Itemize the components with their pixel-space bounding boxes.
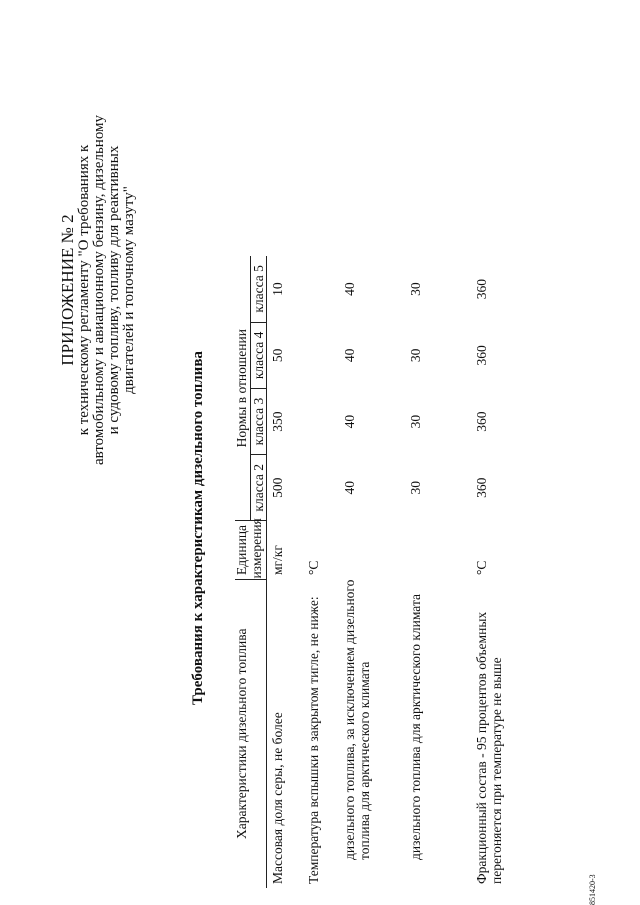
row-value: 360	[474, 477, 489, 498]
row-value: 360	[474, 345, 489, 366]
table-row	[303, 256, 339, 888]
row-unit: °С	[306, 560, 321, 576]
header-class-5: класса 5	[250, 256, 267, 322]
row-value	[303, 322, 339, 388]
row-value: 40	[342, 348, 357, 363]
row-value: 40	[342, 414, 357, 429]
appendix-line-1: к техническому регламенту "О требованиях к	[76, 144, 92, 436]
header-class-4: класса 4	[250, 322, 267, 388]
row-value: 30	[408, 481, 423, 495]
row-value: 360	[474, 279, 489, 300]
header-class-3: класса 3	[250, 388, 267, 454]
header-norms: Нормы в отношении	[235, 256, 250, 521]
row-value: 350	[270, 411, 285, 432]
row-label: Массовая доля серы, не более	[270, 712, 285, 884]
row-value: 40	[342, 282, 357, 296]
row-unit	[405, 521, 471, 579]
table-row	[471, 256, 539, 888]
row-value: 40	[342, 481, 357, 495]
appendix-line-2: автомобильному и авиационному бензину, дизельному	[91, 114, 107, 466]
row-label: дизельного топлива для арктического климата	[408, 594, 423, 860]
row-value: 10	[270, 282, 285, 296]
row-value	[303, 388, 339, 454]
header-characteristic: Характеристики дизельного топлива	[235, 579, 267, 888]
row-value	[303, 256, 339, 322]
row-value	[303, 455, 339, 521]
row-value: 500	[270, 477, 285, 498]
row-label: Температура вспышки в закрытом тигле, не ниже:	[306, 596, 321, 884]
row-value: 30	[408, 348, 423, 363]
table-row	[405, 256, 471, 888]
table-row	[267, 256, 304, 888]
appendix-line-3: и судовому топливу, топливу для реактивных	[106, 145, 122, 435]
appendix-line-4: двигателей и топочному мазуту"	[121, 186, 137, 394]
appendix-title: ПРИЛОЖЕНИЕ № 2	[58, 214, 77, 366]
requirements-table	[235, 256, 539, 888]
row-value: 360	[474, 411, 489, 432]
appendix-header	[58, 30, 137, 550]
header-class-2: класса 2	[250, 455, 267, 521]
row-value: 50	[270, 348, 285, 363]
row-unit: мг/кг	[270, 545, 285, 576]
row-unit	[339, 521, 405, 579]
row-label: Фракционный состав - 95 процентов объемных перегоняется при температуре не выше	[474, 611, 504, 884]
section-title: Требования к характеристикам дизельного топлива	[190, 351, 206, 705]
table-row	[339, 256, 405, 888]
row-unit: °С	[474, 560, 489, 576]
document-code: 851420-3	[588, 874, 597, 905]
header-unit: Единица измерения	[235, 521, 267, 579]
row-label: дизельного топлива, за исключением дизельного топлива для арктического климата	[342, 579, 372, 860]
row-value: 30	[408, 282, 423, 296]
row-value: 30	[408, 414, 423, 429]
